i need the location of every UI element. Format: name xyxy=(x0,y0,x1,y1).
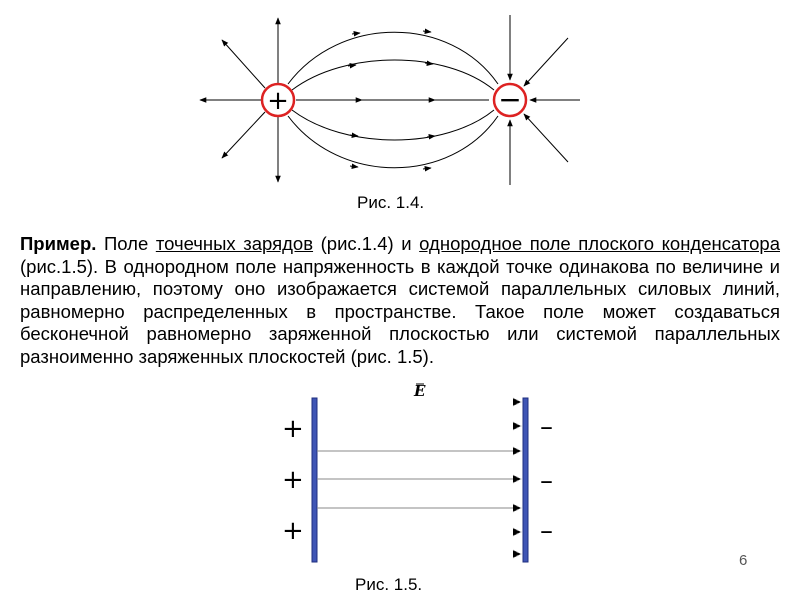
plus-sign: + xyxy=(282,414,304,444)
field-arrowhead xyxy=(513,504,521,512)
field-arrowhead xyxy=(513,550,521,558)
field-arrowhead xyxy=(513,447,521,455)
plus-sign: + xyxy=(282,516,304,546)
field-line xyxy=(292,110,494,140)
paragraph-text-3: (рис.1.5). В однородном поле напряженность в каждой точке одинакова по величине и направлению, поэтому оно изображается системой параллельных силовых линий, равномерно распределенных в пространстве. Такое поле может создаваться бесконечной равномерно заряженной плоскостью или системой параллельных разноименно заряженных плоскостей (рис. 1.5). xyxy=(20,255,780,367)
field-line xyxy=(524,114,568,162)
example-lead: Пример. xyxy=(20,233,97,254)
field-line xyxy=(222,112,265,158)
field-arrowhead xyxy=(513,528,521,536)
figure-1-5-caption: Рис. 1.5. xyxy=(355,575,423,594)
field-vector-label: E xyxy=(414,382,426,400)
plus-sign: + xyxy=(282,465,304,495)
field-line xyxy=(292,60,494,90)
positive-plate xyxy=(312,398,317,562)
minus-sign: – xyxy=(540,412,553,442)
page-number: 6 xyxy=(739,552,748,569)
field-line xyxy=(288,116,498,168)
negative-charge-sign: − xyxy=(498,83,522,116)
paragraph-text-1: Поле xyxy=(96,233,156,254)
field-line xyxy=(524,38,568,86)
field-line xyxy=(288,32,498,84)
minus-sign: – xyxy=(540,466,553,496)
point-charges-field-diagram xyxy=(0,0,800,200)
figure-1-4-caption: Рис. 1.4. xyxy=(357,193,425,212)
uniform-field-link[interactable]: однородное поле плоского конденсатора xyxy=(419,233,780,254)
field-arrowhead xyxy=(513,422,521,430)
field-arrowhead xyxy=(513,475,521,483)
body-paragraph xyxy=(20,233,780,369)
field-arrowhead xyxy=(513,398,521,406)
field-line xyxy=(222,40,265,88)
minus-sign: – xyxy=(540,516,553,546)
point-charges-link[interactable]: точечных зарядов xyxy=(155,233,314,254)
positive-charge-sign: + xyxy=(267,86,289,116)
negative-plate xyxy=(523,398,528,562)
paragraph-text-2: (рис.1.4) и xyxy=(313,233,420,254)
capacitor-field-diagram xyxy=(0,380,800,570)
